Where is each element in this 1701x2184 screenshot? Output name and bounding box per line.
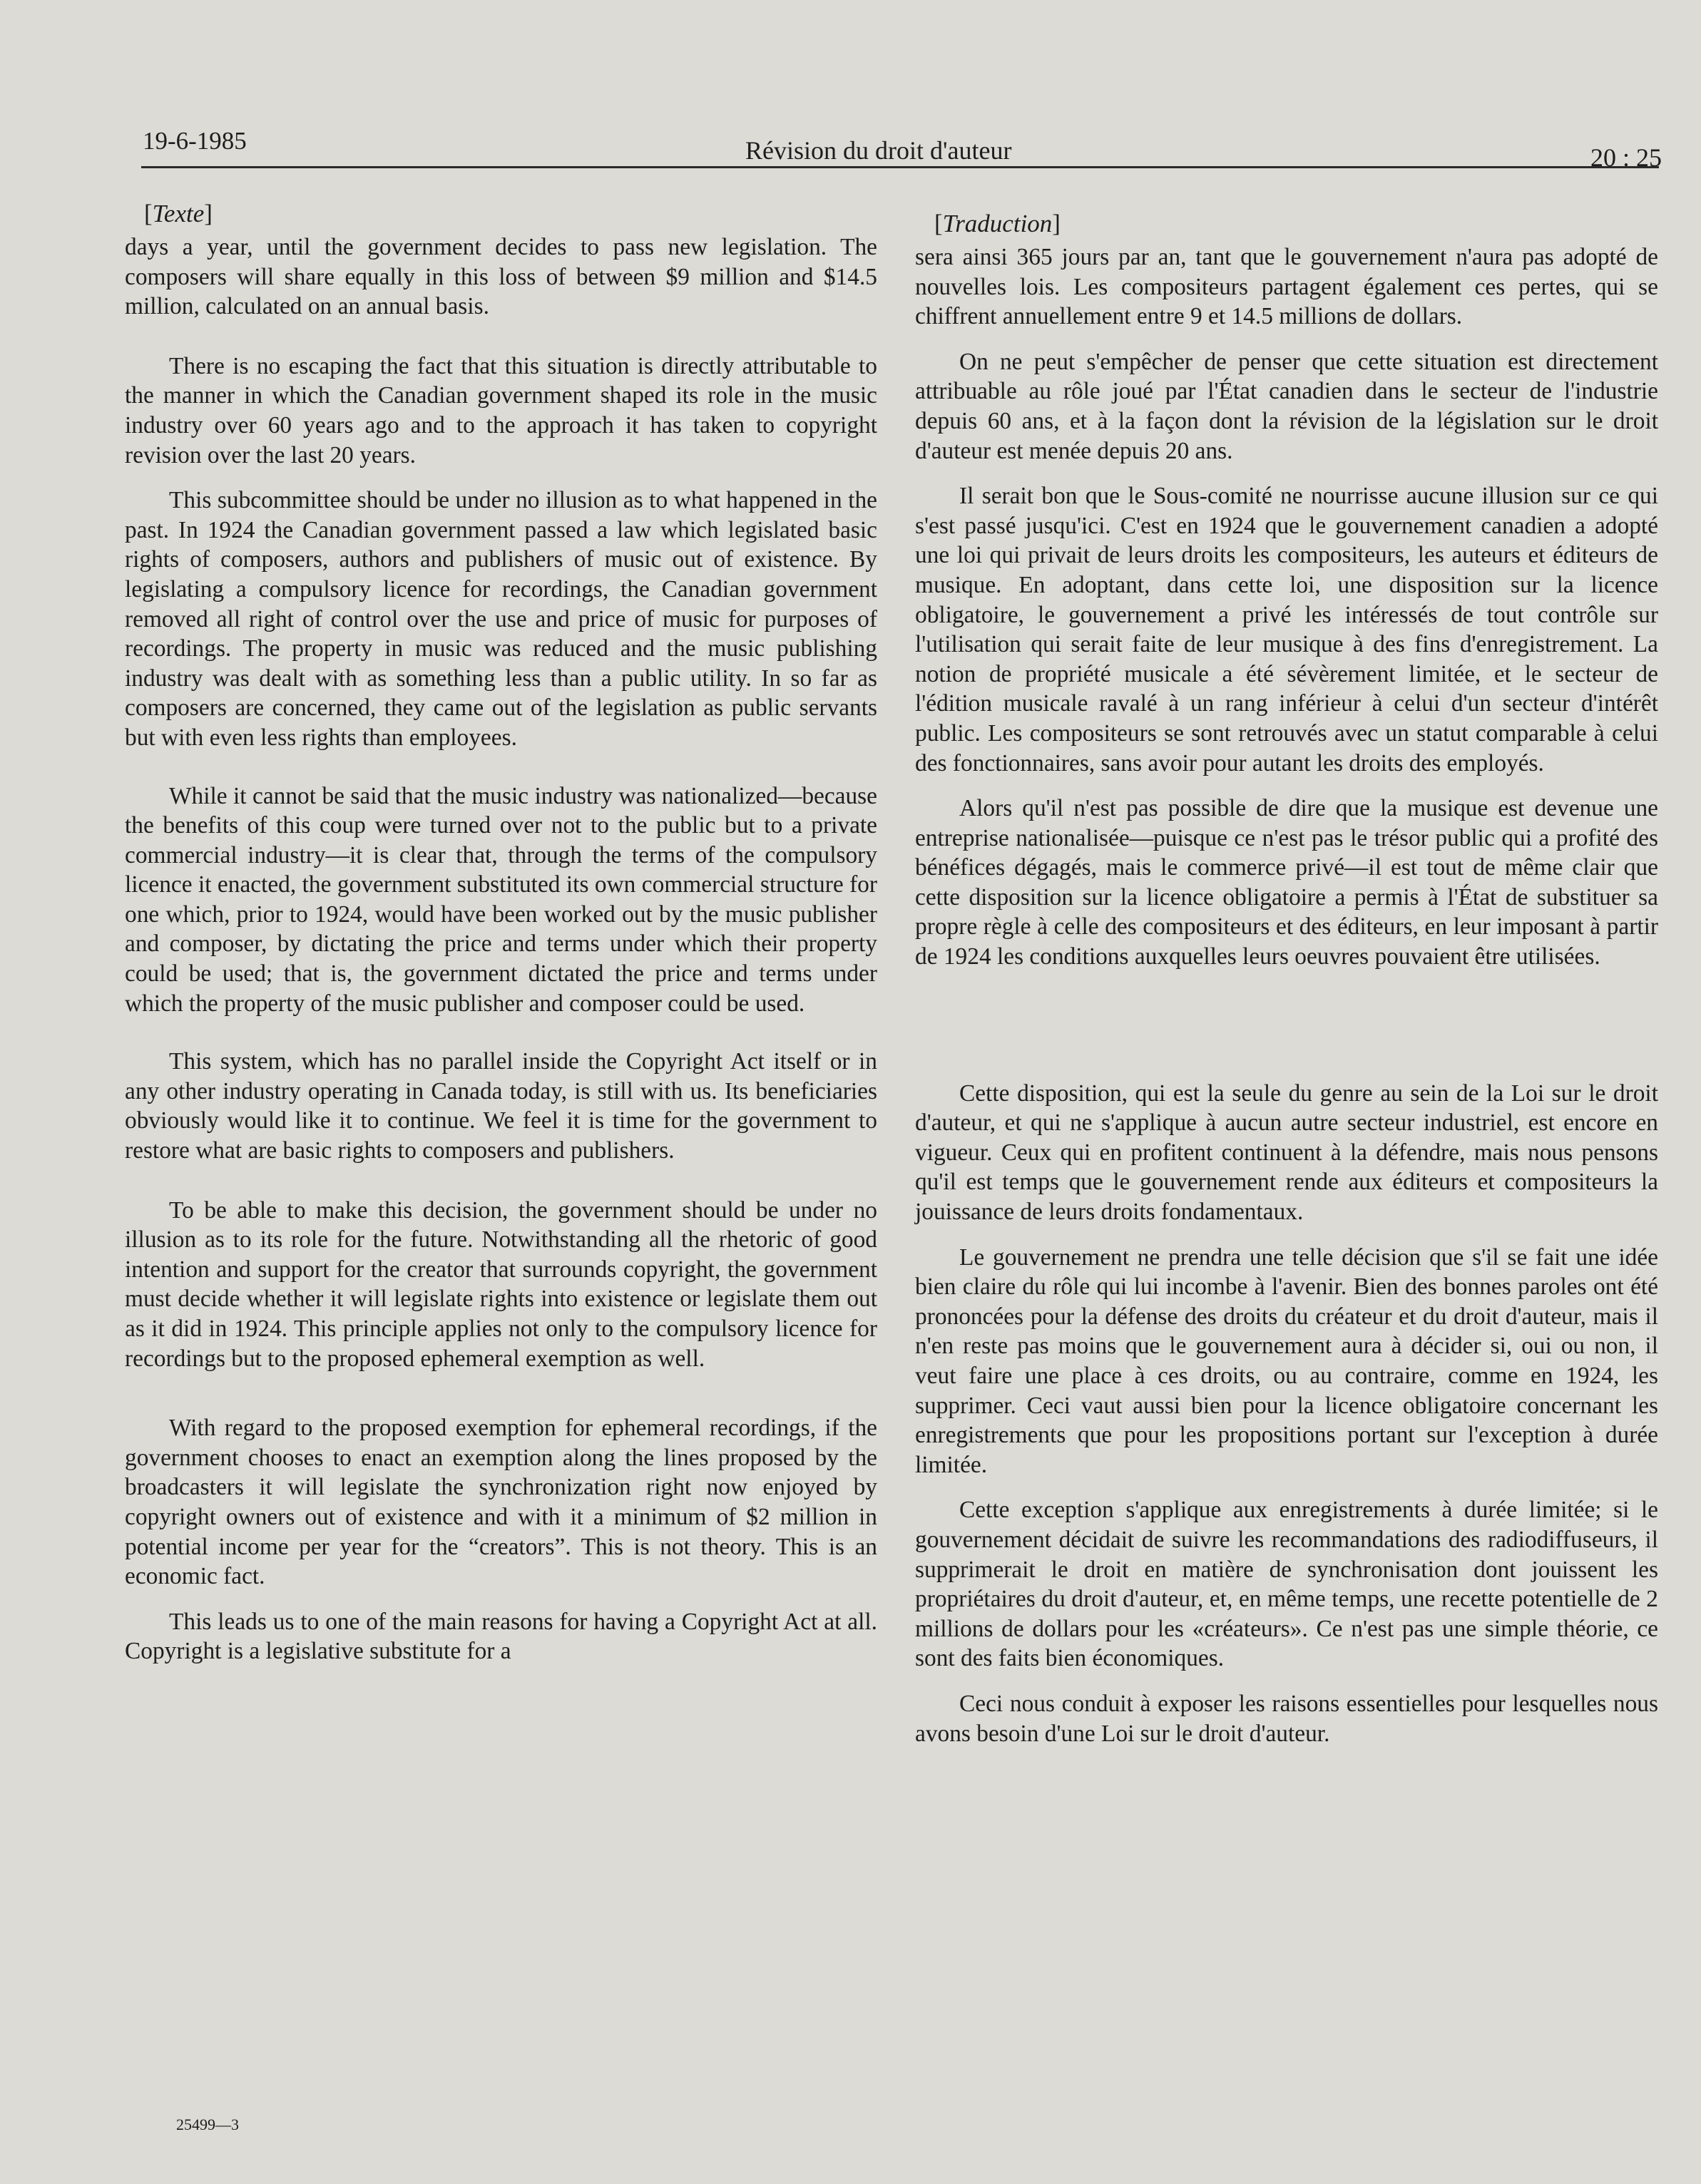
paragraph: This leads us to one of the main reasons for having a Copyright Act at all. Copyright is a legislative substitute for a — [125, 1608, 877, 1665]
paragraph: Cette disposition, qui est la seule du genre au sein de la Loi sur le droit d'auteur, et qui ne s'applique à aucun autre secteur industriel, est encore en vigueur. Ceux qui en profitent continuent à la défendre, mais nous pensons qu'il est temps que le gouvernement rende aux éditeurs et compositeurs la jouissance de leurs droits fondamentaux. — [915, 1080, 1658, 1226]
paragraph: To be able to make this decision, the government should be under no illusion as to its role for the future. Notwithstanding all the rhetoric of good intention and support for the creator that surrounds copyright, the government must decide whether it will legislate rights into existence or legislate them out as it did in 1924. This principle applies not only to the compulsory licence for recordings but to the proposed ephemeral exemption as well. — [125, 1196, 877, 1372]
header-page-number: 20 : 25 — [1590, 143, 1662, 172]
running-header — [143, 123, 1662, 173]
label-text: Texte — [152, 200, 205, 227]
french-column — [915, 208, 1658, 1748]
paragraph: Ceci nous conduit à exposer les raisons essentielles pour lesquelles nous avons besoin d'une Loi sur le droit d'auteur. — [915, 1690, 1658, 1747]
paragraph: days a year, until the government decides to pass new legislation. The composers will share equally in this loss of between $9 million and $14.5 million, calculated on an annual basis. — [125, 234, 877, 320]
header-title: Révision du droit d'auteur — [745, 136, 1012, 165]
header-rule — [141, 166, 1659, 168]
paragraph: While it cannot be said that the music industry was nationalized—because the benefits of this coup were turned over not to the public but to a private commercial industry—it is clear that, through the terms of the compulsory licence it enacted, the government substituted its own commercial structure for one which, prior to 1924, would have been worked out by the music publisher and composer, by dictating the price and terms under which their property could be used; that is, the government dictated the price and terms under which the property of the music publisher and composer could be used. — [125, 782, 877, 1017]
label-text: Traduction — [942, 210, 1053, 237]
column-label-traduction: [Traduction] — [934, 210, 1061, 237]
footer-code: 25499—3 — [176, 2116, 239, 2133]
paragraph: Le gouvernement ne prendra une telle décision que s'il se fait une idée bien claire du rôle qui lui incombe à l'avenir. Bien des bonnes paroles ont été prononcées pour la défense des droits du créateur et du droit d'auteur, mais il n'en reste pas moins que le gouvernement aura à décider si, oui ou non, il veut faire une place à ces droits, ou au contraire, comme en 1924, les supprimer. Ceci vaut aussi bien pour la licence obligatoire concernant les enregistrements que pour les propositions portant sur l'exception à durée limitée. — [915, 1244, 1658, 1478]
paragraph: With regard to the proposed exemption for ephemeral recordings, if the government chooses to enact an exemption along the lines proposed by the broadcasters it will legislate the synchronization right now enjoyed by copyright owners out of existence and with it a minimum of $2 million in potential income per year for the “creators”. This is not theory. This is an economic fact. — [125, 1415, 877, 1590]
paragraph: Cette exception s'applique aux enregistrements à durée limitée; si le gouvernement décidait de suivre les recommandations des radiodiffuseurs, il supprimerait le droit en matière de synchronisation dont jouissent les propriétaires du droit d'auteur, et, en même temps, une recette potentielle de 2 millions de dollars pour les «créateurs». Ce n'est pas une simple théorie, ce sont des faits bien économiques. — [915, 1497, 1658, 1672]
header-date: 19-6-1985 — [143, 127, 247, 155]
paragraph: There is no escaping the fact that this situation is directly attributable to the manner in which the Canadian government shaped its role in the music industry over 60 years ago and to the approach it has taken to copyright revision over the last 20 years. — [125, 352, 877, 468]
paragraph: This subcommittee should be under no illusion as to what happened in the past. In 1924 the Canadian government passed a law which legislated basic rights of composers, authors and publishers of music out of existence. By legislating a compulsory licence for recordings, the Canadian government removed all right of control over the use and price of music for purposes of recordings. The property in music was reduced and the music publishing industry was dealt with as something less than a public utility. In so far as composers are concerned, they came out of the legislation as public servants but with even less rights than employees. — [125, 487, 877, 751]
paragraph: Alors qu'il n'est pas possible de dire que la musique est devenue une entreprise nationalisée—puisque ce n'est pas le trésor public qui a profité des bénéfices dégagés, mais le commerce privé—il est tout de même clair que cette disposition sur la licence obligatoire a permis à l'État de substituer sa propre règle à celle des compositeurs et des éditeurs, en leur imposant à partir de 1924 les conditions auxquelles leurs oeuvres pouvaient être utilisées. — [915, 795, 1658, 970]
column-label-texte: [Texte] — [144, 200, 213, 227]
paragraph: Il serait bon que le Sous-comité ne nourrisse aucune illusion sur ce qui s'est passé jusqu'ici. C'est en 1924 que le gouvernement canadien a adopté une loi qui privait de leurs droits les compositeurs, les auteurs et éditeurs de musique. En adoptant, dans cette loi, une disposition sur la licence obligatoire, le gouvernement a privé les intéressés de tout contrôle sur l'utilisation qui serait faite de leur musique à des fins d'enregistrement. La notion de propriété musicale a été sévèrement limitée, et le secteur de l'édition musicale ravalé à un rang inférieur à celui d'un secteur d'intérêt public. Les compositeurs se sont retrouvés avec un statut comparable à celui des fonctionnaires, sans avoir pour autant les droits des employés. — [915, 483, 1658, 776]
paragraph: This system, which has no parallel inside the Copyright Act itself or in any other industry operating in Canada today, is still with us. Its beneficiaries obviously would like it to continue. We feel it is time for the government to restore what are basic rights to composers and publishers. — [125, 1048, 877, 1164]
paragraph: sera ainsi 365 jours par an, tant que le gouvernement n'aura pas adopté de nouvelles lois. Les compositeurs partagent également ces pertes, qui se chiffrent annuellement entre 9 et 14.5 millions de dollars. — [915, 244, 1658, 330]
english-column — [125, 198, 877, 1666]
paragraph: On ne peut s'empêcher de penser que cette situation est directement attribuable au rôle joué par l'État canadien dans le secteur de l'industrie depuis 60 ans, et à la façon dont la révision de la législation sur le droit d'auteur est menée depuis 20 ans. — [915, 348, 1658, 464]
